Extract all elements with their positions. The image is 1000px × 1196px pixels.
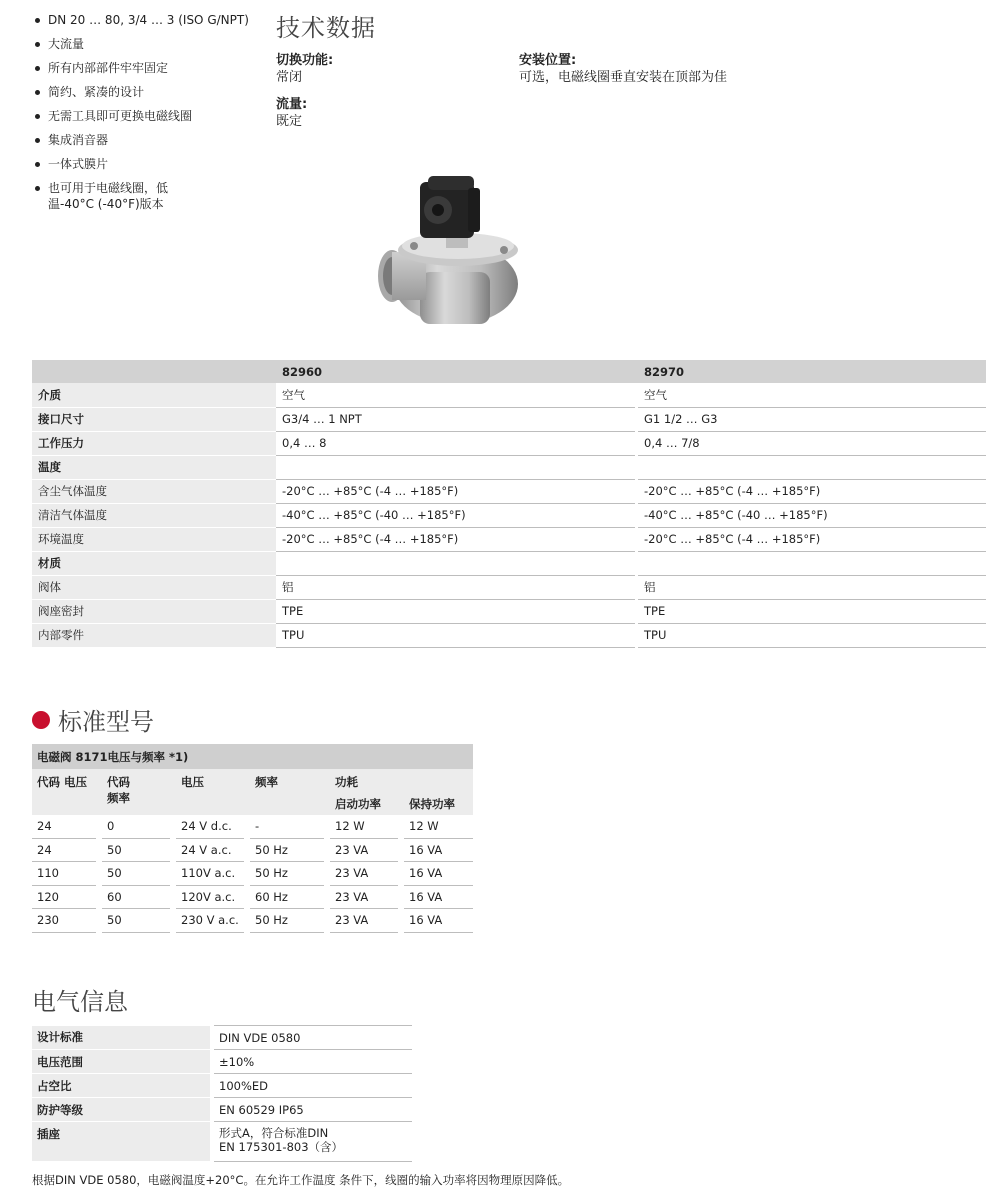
flow-value: 既定 [276, 114, 303, 129]
header-inrush: 启动功率 [330, 793, 398, 815]
table-row [32, 407, 986, 431]
footnote: 根据DIN VDE 0580，电磁阀温度+20°C。在允许工作温度 条件下，线圈的输入功率将因物理原因降低。 [32, 1173, 570, 1187]
row-value: TPE [276, 599, 635, 623]
cell: 23 VA [330, 862, 398, 886]
cell: 16 VA [404, 909, 473, 933]
row-label: 防护等级 [32, 1098, 210, 1122]
standard-models-table [32, 744, 473, 933]
feature-list [34, 12, 264, 220]
cell: 110 [32, 862, 96, 886]
cell: 50 [102, 838, 170, 862]
header-power: 功耗 [330, 769, 473, 793]
standard-models-heading [32, 702, 154, 737]
mounting-value: 可选，电磁线圈垂直安装在顶部为佳 [519, 70, 728, 85]
row-value: -20°C … +85°C (-4 … +185°F) [638, 479, 986, 503]
row-label: 清洁气体温度 [32, 503, 276, 527]
cell: 230 [32, 909, 96, 933]
switching-label: 切换功能: [276, 53, 334, 68]
table-row [32, 527, 986, 551]
row-value: -20°C … +85°C (-4 … +185°F) [276, 479, 635, 503]
row-value: TPU [276, 623, 635, 647]
row-value [638, 551, 986, 575]
row-label: 内部零件 [32, 623, 276, 647]
switching-function [276, 52, 333, 86]
row-value: G3/4 … 1 NPT [276, 407, 635, 431]
cell: 16 VA [404, 838, 473, 862]
table-row [32, 575, 986, 599]
flow [276, 96, 307, 130]
row-value: -20°C … +85°C (-4 … +185°F) [276, 527, 635, 551]
cell: 23 VA [330, 838, 398, 862]
feature-item: 大流量 [34, 36, 264, 52]
model-82970: 82970 [638, 360, 986, 383]
cell: 16 VA [404, 885, 473, 909]
row-value: 铝 [638, 575, 986, 599]
table-row [32, 503, 986, 527]
cell: 120V a.c. [176, 885, 244, 909]
row-value [638, 455, 986, 479]
table-row [32, 1122, 412, 1162]
row-label: 占空比 [32, 1074, 210, 1098]
mounting-position [519, 52, 727, 86]
header-frequency: 频率 [250, 769, 324, 815]
table-row [32, 599, 986, 623]
row-label: 温度 [32, 455, 276, 479]
table-row [32, 1098, 412, 1122]
tech-data-title: 技术数据 [276, 14, 376, 42]
row-label: 环境温度 [32, 527, 276, 551]
table-row [32, 1050, 412, 1074]
row-value [276, 455, 635, 479]
spec-table-header [32, 360, 986, 383]
mounting-label: 安装位置: [519, 53, 577, 68]
cell: 50 Hz [250, 838, 324, 862]
row-label: 阀座密封 [32, 599, 276, 623]
cell: 24 [32, 815, 96, 839]
table-row [32, 623, 986, 647]
red-dot-icon [32, 711, 50, 729]
cell: 0 [102, 815, 170, 839]
cell: 24 V a.c. [176, 838, 244, 862]
row-value [276, 551, 635, 575]
cell: 110V a.c. [176, 862, 244, 886]
row-value: 铝 [276, 575, 635, 599]
cell: 120 [32, 885, 96, 909]
table-row [32, 838, 473, 862]
row-label: 阀体 [32, 575, 276, 599]
row-label: 含尘气体温度 [32, 479, 276, 503]
switching-value: 常闭 [276, 70, 303, 85]
cell: 23 VA [330, 885, 398, 909]
row-value: -40°C … +85°C (-40 … +185°F) [276, 503, 635, 527]
table-row [32, 479, 986, 503]
row-value: TPE [638, 599, 986, 623]
row-value: 0,4 … 7/8 [638, 431, 986, 455]
row-value: ±10% [214, 1050, 412, 1074]
feature-item: 简约、紧凑的设计 [34, 84, 264, 100]
row-value: TPU [638, 623, 986, 647]
electrical-info-table [32, 1025, 412, 1162]
row-label: 工作压力 [32, 431, 276, 455]
feature-item: 无需工具即可更换电磁线圈 [34, 108, 264, 124]
feature-item: 集成消音器 [34, 132, 264, 148]
cell: 12 W [330, 815, 398, 839]
valve-product-image [376, 172, 522, 328]
row-value: 空气 [638, 383, 986, 407]
row-label: 材质 [32, 551, 276, 575]
cell: 50 Hz [250, 862, 324, 886]
cell: 24 [32, 838, 96, 862]
row-value: 100%ED [214, 1074, 412, 1098]
cell: 12 W [404, 815, 473, 839]
header-voltage: 电压 [176, 769, 244, 815]
row-value: DIN VDE 0580 [214, 1026, 412, 1050]
table-row [32, 383, 986, 407]
feature-item: 也可用于电磁线圈，低温-40°C (-40°F)版本 [34, 180, 174, 212]
spec-table [32, 360, 986, 648]
row-label: 接口尺寸 [32, 407, 276, 431]
row-value: -40°C … +85°C (-40 … +185°F) [638, 503, 986, 527]
header-code-frequency: 代码 频率 [102, 769, 170, 815]
row-value: G1 1/2 … G3 [638, 407, 986, 431]
row-value: -20°C … +85°C (-4 … +185°F) [638, 527, 986, 551]
cell: 50 [102, 862, 170, 886]
flow-label: 流量: [276, 97, 308, 112]
cell: 60 [102, 885, 170, 909]
feature-item: 一体式膜片 [34, 156, 264, 172]
feature-item: DN 20 … 80, 3/4 … 3 (ISO G/NPT) [34, 12, 264, 28]
feature-item: 所有内部部件牢牢固定 [34, 60, 264, 76]
row-value: 空气 [276, 383, 635, 407]
table-row [32, 885, 473, 909]
table-row [32, 551, 986, 575]
cell: 23 VA [330, 909, 398, 933]
table-row [32, 431, 986, 455]
row-label: 插座 [32, 1122, 210, 1162]
table-row [32, 862, 473, 886]
cell: 60 Hz [250, 885, 324, 909]
model-82960: 82960 [276, 360, 635, 383]
row-value: EN 60529 IP65 [214, 1098, 412, 1122]
table-caption: 电磁阀 8171电压与频率 *1) [32, 744, 473, 769]
row-label: 设计标准 [32, 1026, 210, 1050]
table-row [32, 909, 473, 933]
header-blank [32, 360, 276, 383]
cell: - [250, 815, 324, 839]
table-row [32, 455, 986, 479]
row-label: 电压范围 [32, 1050, 210, 1074]
table-row [32, 1026, 412, 1050]
standard-models-title: 标准型号 [58, 708, 154, 736]
cell: 24 V d.c. [176, 815, 244, 839]
cell: 50 Hz [250, 909, 324, 933]
table-row [32, 815, 473, 839]
cell: 50 [102, 909, 170, 933]
row-value: 0,4 … 8 [276, 431, 635, 455]
cell: 230 V a.c. [176, 909, 244, 933]
table-header-row [32, 769, 473, 793]
row-label: 介质 [32, 383, 276, 407]
table-caption-row [32, 744, 473, 769]
row-value: 形式A，符合标准DIN EN 175301-803（含） [214, 1122, 412, 1162]
table-row [32, 1074, 412, 1098]
header-code-voltage: 代码 电压 [32, 769, 96, 815]
electrical-info-title: 电气信息 [32, 988, 128, 1016]
cell: 16 VA [404, 862, 473, 886]
header-holding: 保持功率 [404, 793, 473, 815]
